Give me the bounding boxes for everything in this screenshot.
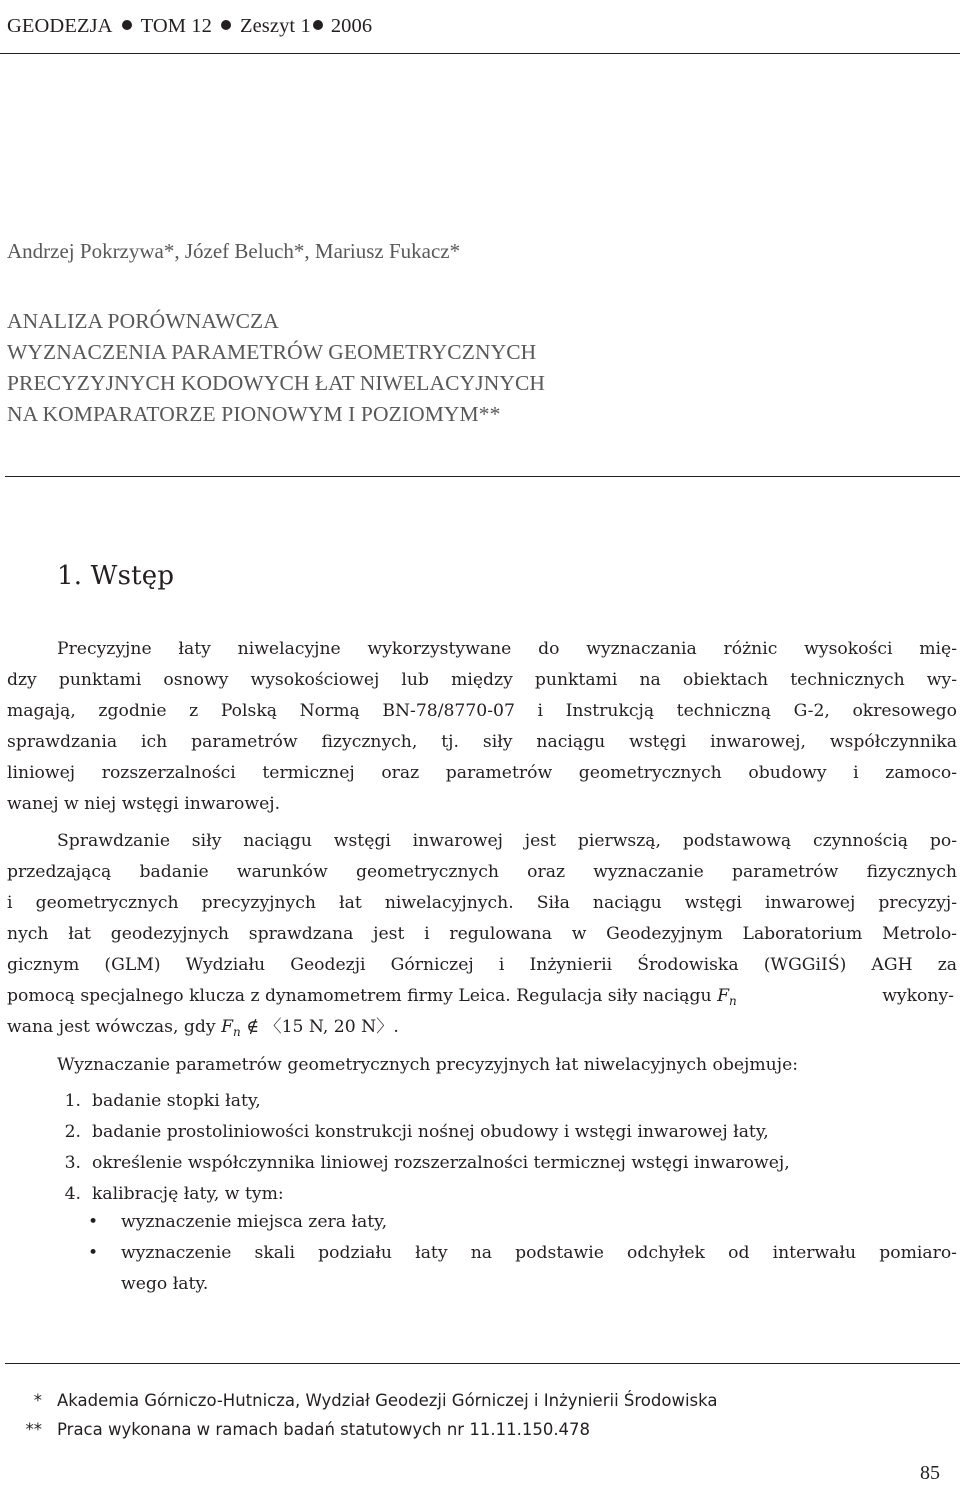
year-label: 2006 [330,15,373,37]
paragraph-line-text: wykony- [882,986,954,1006]
footnote [0,1420,960,1446]
volume-label: TOM 12 [140,15,212,37]
journal-name: GEODEZJA [7,15,113,37]
paragraph-line [7,981,957,1012]
list-item [0,1086,960,1117]
list-text: badanie prostoliniowości konstrukcji nośnej obudowy i wstęgi inwarowej łaty, [92,1122,769,1142]
list-text: badanie stopki łaty, [92,1091,261,1111]
section-heading: 1. Wstęp [57,561,175,591]
paragraph-line: i geometrycznych precyzyjnych łat niwelacyjnych. Siła naciągu wstęgi inwarowej precyzyj- [7,893,957,913]
bullet-text: wyznaczenie skali podziału łaty na podstawie odchyłek od interwału pomiaro- [121,1243,957,1263]
paragraph-line: nych łat geodezyjnych sprawdzana jest i regulowana w Geodezyjnym Laboratorium Metrolo- [7,924,957,944]
bullet-icon: • [88,1212,99,1232]
title-line: PRECYZYJNYCH KODOWYCH ŁAT NIWELACYJNYCH [7,371,546,395]
paragraph-line-text: pomocą specjalnego klucza z dynamometrem firmy Leica. Regulacja siły naciągu [7,986,712,1006]
paragraph-line: Sprawdzanie siły naciągu wstęgi inwarowej jest pierwszą, podstawową czynnością po- [57,831,957,851]
list-number: 3. [64,1153,81,1173]
title-line: WYZNACZENIA PARAMETRÓW GEOMETRYCZNYCH [7,340,537,364]
footnotes [0,1391,960,1451]
list-item [0,1179,960,1210]
bullet-text: wyznaczenie miejsca zera łaty, [121,1212,388,1232]
list-intro: Wyznaczanie parametrów geometrycznych precyzyjnych łat niwelacyjnych obejmuje: [57,1055,799,1075]
page-number: 85 [920,1462,940,1484]
force-symbol: $F_n$ [717,986,737,1008]
condition-expression: ∉ 〈15 N, 20 N〉. [246,1017,399,1037]
paragraph-line: magają, zgodnie z Polską Normą BN-78/8770-07 i Instrukcją techniczną G-2, okresowego [7,701,957,721]
footnote-text: Praca wykonana w ramach badań statutowych nr 11.11.150.478 [57,1420,591,1439]
title-line: NA KOMPARATORZE PIONOWYM I POZIOMYM** [7,402,501,426]
issue-label: Zeszyt 1 [239,15,311,37]
paragraph-line: gicznym (GLM) Wydziału Geodezji Górniczej i Inżynierii Środowiska (WGGiIŚ) AGH za [7,955,957,975]
list-number: 2. [64,1122,81,1142]
footnote [0,1391,960,1417]
paragraph-line [7,1012,957,1043]
list-number: 1. [64,1091,81,1111]
footnote-mark: ** [25,1420,42,1439]
force-symbol: $F_n$ [221,1017,241,1039]
list-text: kalibrację łaty, w tym: [92,1184,284,1204]
paragraph-line: Precyzyjne łaty niwelacyjne wykorzystywane do wyznaczania różnic wysokości mię- [57,639,957,659]
paragraph-line: sprawdzania ich parametrów fizycznych, tj. siły naciągu wstęgi inwarowej, współczynnika [7,732,957,752]
footnote-text: Akademia Górniczo-Hutnicza, Wydział Geodezji Górniczej i Inżynierii Środowiska [57,1391,718,1410]
list-number: 4. [64,1184,81,1204]
list-text: określenie współczynnika liniowej rozszerzalności termicznej wstęgi inwarowej, [92,1153,790,1173]
paragraph-line-text: wana jest wówczas, gdy [7,1017,216,1037]
authors: Andrzej Pokrzywa*, Józef Beluch*, Mariusz Fukacz* [7,239,461,263]
paragraph-line: dzy punktami osnowy wysokościowej lub między punktami na obiektach technicznych wy- [7,670,957,690]
footnote-mark: * [33,1391,42,1410]
bullet-icon: • [88,1243,99,1263]
list-item [0,1117,960,1148]
paragraph-line: wanej w niej wstęgi inwarowej. [7,794,281,814]
title-line: ANALIZA PORÓWNAWCZA [7,309,279,333]
footnote-rule [5,1363,960,1364]
paragraph-line: przedzającą badanie warunków geometrycznych oraz wyznaczanie parametrów fizycznych [7,862,957,882]
paragraph-line: liniowej rozszerzalności termicznej oraz parametrów geometrycznych obudowy i zamoco- [7,763,957,783]
bullet-item [0,1238,960,1269]
bullet-item-continuation [0,1269,960,1300]
list-item [0,1148,960,1179]
bullet-text: wego łaty. [121,1274,209,1294]
bullet-item [0,1207,960,1238]
